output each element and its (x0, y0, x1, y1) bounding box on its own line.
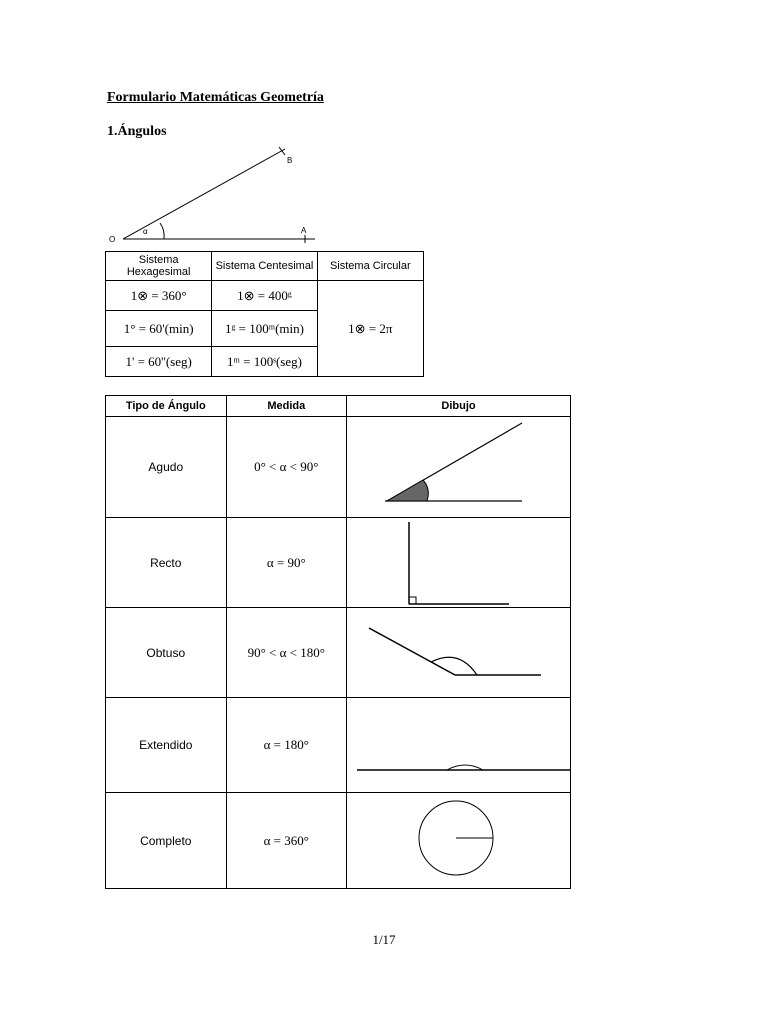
cent-cell-3: 1ᵐ = 100ˢ(seg) (212, 347, 317, 377)
header-centesimal: Sistema Centesimal (212, 252, 317, 281)
table-row (106, 417, 571, 518)
hex-cell-1: 1⊗ = 360° (106, 281, 212, 311)
angle-types-table (105, 395, 571, 889)
page-number: 1/17 (372, 932, 396, 947)
alpha-arc (160, 223, 164, 239)
table-row (106, 698, 571, 793)
header-medida: Medida (226, 396, 346, 417)
angle-measure: α = 360° (226, 793, 346, 889)
header-hexagesimal: Sistema Hexagesimal (106, 252, 212, 281)
cent-cell-1: 1⊗ = 400ᵍ (212, 281, 317, 311)
tick-b (279, 147, 285, 155)
obtuse-angle-drawing (347, 608, 570, 697)
table-row (106, 793, 571, 889)
header-dibujo: Dibujo (346, 396, 570, 417)
right-angle-drawing (347, 518, 570, 607)
right-drawing-cell (346, 518, 570, 608)
table-row (106, 518, 571, 608)
circular-cell: 1⊗ = 2π (317, 281, 423, 377)
angle-measure: 0° < α < 90° (226, 417, 346, 518)
header-tipo: Tipo de Ángulo (106, 396, 227, 417)
angle-systems-table (105, 251, 424, 377)
hex-cell-2: 1° = 60'(min) (106, 311, 212, 347)
acute-angle-drawing (347, 417, 570, 517)
angle-name: Extendido (106, 698, 227, 793)
angle-name: Agudo (106, 417, 227, 518)
angle-measure: α = 90° (226, 518, 346, 608)
angle-measure: 90° < α < 180° (226, 608, 346, 698)
angle-diagram (105, 140, 320, 245)
document-title: Formulario Matemáticas Geometría (107, 90, 324, 105)
table-row (106, 608, 571, 698)
angle-name: Completo (106, 793, 227, 889)
angle-name: Obtuso (106, 608, 227, 698)
full-drawing-cell (346, 793, 570, 889)
label-a: A (301, 226, 307, 235)
acute-drawing-cell (346, 417, 570, 518)
header-circular: Sistema Circular (317, 252, 423, 281)
label-o: O (109, 235, 116, 244)
label-b: B (287, 156, 293, 165)
full-angle-drawing (347, 793, 570, 888)
section-title: 1.Ángulos (107, 124, 167, 139)
label-alpha: α (143, 227, 148, 236)
ray-ob (123, 149, 285, 239)
cent-cell-2: 1ᵍ = 100ᵐ(min) (212, 311, 317, 347)
obtuse-drawing-cell (346, 608, 570, 698)
straight-angle-drawing (347, 698, 570, 792)
angle-measure: α = 180° (226, 698, 346, 793)
straight-drawing-cell (346, 698, 570, 793)
angle-name: Recto (106, 518, 227, 608)
hex-cell-3: 1' = 60''(seg) (106, 347, 212, 377)
